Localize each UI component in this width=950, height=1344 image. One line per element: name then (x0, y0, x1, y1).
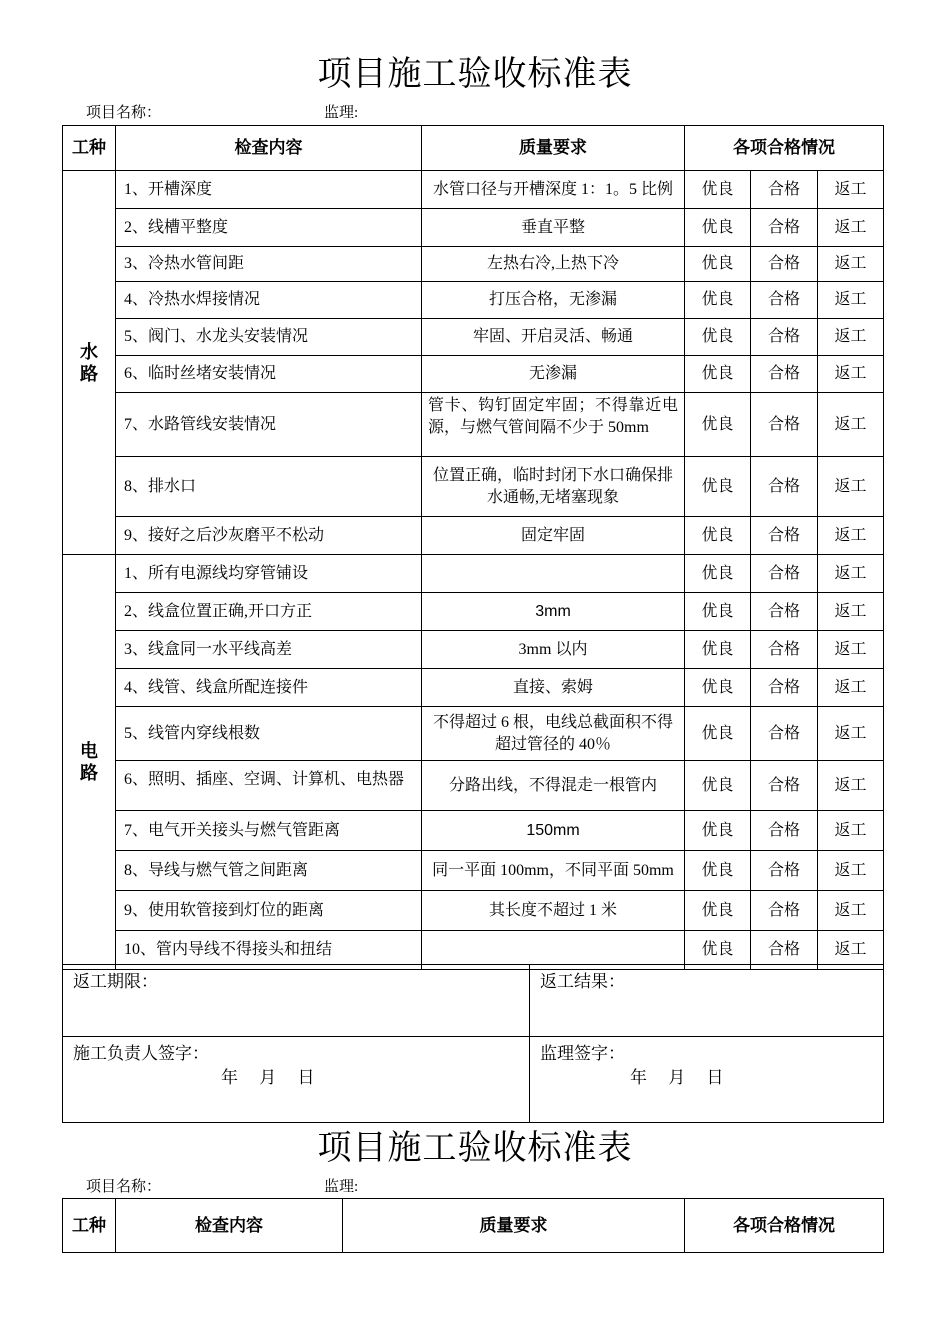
table-row (63, 891, 884, 931)
grade-option-pass[interactable]: 合格 (751, 707, 818, 761)
page2-header-content: 检查内容 (116, 1199, 343, 1253)
grade-option-rework[interactable]: 返工 (818, 631, 884, 669)
quality-requirement-cell (422, 891, 685, 931)
check-item-text: 2、线盒位置正确,开口方正 (124, 602, 313, 620)
grade-option-pass[interactable]: 合格 (751, 891, 818, 931)
grade-option-rework[interactable]: 返工 (818, 282, 884, 319)
grade-option-excellent[interactable]: 优良 (685, 851, 751, 891)
grade-option-excellent[interactable]: 优良 (685, 457, 751, 517)
signature-table (62, 964, 884, 1123)
quality-requirement-text: 管卡、钩钉固定牢固；不得靠近电源，与燃气管间隔不少于 50mm (428, 396, 678, 436)
check-item-text: 8、排水口 (124, 477, 197, 495)
check-item-cell (116, 555, 422, 593)
table-row (63, 707, 884, 761)
table-row (63, 247, 884, 282)
check-item-cell (116, 707, 422, 761)
check-item-text: 3、冷热水管间距 (124, 255, 245, 272)
quality-requirement-cell (422, 393, 685, 457)
page2-header-trade: 工种 (63, 1199, 116, 1253)
grade-option-rework[interactable]: 返工 (818, 209, 884, 247)
quality-requirement-cell (422, 457, 685, 517)
acceptance-table (62, 125, 884, 970)
check-item-text: 6、照明、插座、空调、计算机、电热器 (124, 771, 405, 788)
table-row (63, 761, 884, 811)
table-body (63, 171, 884, 970)
grade-option-rework[interactable]: 返工 (818, 891, 884, 931)
quality-requirement-cell (422, 631, 685, 669)
check-item-cell (116, 171, 422, 209)
check-item-text: 1、所有电源线均穿管铺设 (124, 564, 309, 582)
quality-requirement-text: 其长度不超过 1 米 (488, 901, 617, 919)
grade-option-excellent[interactable]: 优良 (685, 282, 751, 319)
check-item-cell (116, 631, 422, 669)
project-name-label: 项目名称： (86, 105, 162, 121)
construction-sign-cell[interactable] (63, 1037, 530, 1123)
table-row (63, 356, 884, 393)
quality-requirement-cell (422, 319, 685, 356)
grade-option-rework[interactable]: 返工 (818, 171, 884, 209)
check-item-cell (116, 669, 422, 707)
check-item-text: 2、线槽平整度 (124, 218, 229, 236)
check-item-cell (116, 517, 422, 555)
quality-requirement-text: 3mm (535, 602, 571, 620)
grade-option-pass[interactable]: 合格 (751, 669, 818, 707)
table-row (63, 631, 884, 669)
table-row (63, 457, 884, 517)
grade-option-excellent[interactable]: 优良 (685, 517, 751, 555)
quality-requirement-cell (422, 282, 685, 319)
table-row (63, 282, 884, 319)
grade-option-pass[interactable]: 合格 (751, 457, 818, 517)
grade-option-rework[interactable]: 返工 (818, 851, 884, 891)
quality-requirement-text: 左热右冷,上热下冷 (486, 255, 619, 272)
page2-header-status: 各项合格情况 (685, 1199, 884, 1253)
check-item-text: 9、使用软管接到灯位的距离 (124, 901, 325, 919)
check-item-cell (116, 247, 422, 282)
grade-option-pass[interactable]: 合格 (751, 319, 818, 356)
check-item-text: 1、开槽深度 (124, 180, 213, 198)
quality-requirement-text: 打压合格，无渗漏 (488, 291, 617, 308)
quality-requirement-text: 不得超过 6 根，电线总截面积不得超过管径的 40％ (432, 713, 673, 753)
table-row (63, 517, 884, 555)
quality-requirement-text: 固定牢固 (520, 526, 585, 544)
grade-option-excellent[interactable]: 优良 (685, 209, 751, 247)
grade-option-rework[interactable]: 返工 (818, 517, 884, 555)
grade-option-pass[interactable]: 合格 (751, 393, 818, 457)
grade-option-rework[interactable]: 返工 (818, 593, 884, 631)
check-item-cell (116, 282, 422, 319)
check-item-cell (116, 209, 422, 247)
check-item-text: 8、导线与燃气管之间距离 (124, 861, 309, 879)
quality-requirement-cell (422, 851, 685, 891)
grade-option-rework[interactable]: 返工 (818, 669, 884, 707)
supervisor-sign-date: 年 月 日 (630, 1068, 724, 1087)
header-status: 各项合格情况 (685, 126, 884, 171)
grade-option-pass[interactable]: 合格 (751, 931, 818, 970)
header-requirement: 质量要求 (422, 126, 685, 171)
rework-result-label: 返工结果： (540, 972, 625, 991)
quality-requirement-text: 垂直平整 (520, 218, 585, 236)
check-item-text: 10、管内导线不得接头和扭结 (124, 941, 333, 958)
page2-acceptance-table (62, 1198, 884, 1253)
grade-option-excellent[interactable]: 优良 (685, 707, 751, 761)
grade-option-rework[interactable]: 返工 (818, 555, 884, 593)
quality-requirement-text: 分路出线，不得混走一根管内 (448, 776, 657, 794)
grade-option-rework[interactable]: 返工 (818, 457, 884, 517)
grade-option-pass[interactable]: 合格 (751, 555, 818, 593)
supervisor-label: 监理: (324, 105, 359, 121)
check-item-cell (116, 356, 422, 393)
page2-supervisor-label: 监理: (324, 1179, 359, 1195)
table-row (63, 209, 884, 247)
table-row (63, 319, 884, 356)
quality-requirement-cell (422, 593, 685, 631)
grade-option-rework[interactable]: 返工 (818, 356, 884, 393)
check-item-text: 6、临时丝堵安装情况 (124, 365, 277, 382)
quality-requirement-text: 牢固、开启灵活、畅通 (472, 328, 633, 345)
grade-option-excellent[interactable]: 优良 (685, 555, 751, 593)
quality-requirement-text: 位置正确，临时封闭下水口确保排水通畅,无堵塞现象 (432, 466, 673, 506)
check-item-cell (116, 811, 422, 851)
trade-cell-water (63, 171, 116, 555)
check-item-cell (116, 851, 422, 891)
grade-option-excellent[interactable]: 优良 (685, 931, 751, 970)
grade-option-pass[interactable]: 合格 (751, 811, 818, 851)
quality-requirement-text: 同一平面 100mm，不同平面 50mm (432, 861, 674, 879)
check-item-text: 7、水路管线安装情况 (124, 415, 277, 433)
quality-requirement-cell (422, 811, 685, 851)
check-item-cell (116, 761, 422, 811)
table-row (63, 393, 884, 457)
construction-sign-date: 年 月 日 (221, 1068, 315, 1087)
grade-option-excellent[interactable]: 优良 (685, 393, 751, 457)
header-content: 检查内容 (116, 126, 422, 171)
grade-option-rework[interactable]: 返工 (818, 761, 884, 811)
rework-result-cell[interactable] (530, 965, 884, 1037)
rework-deadline-cell[interactable] (63, 965, 530, 1037)
check-item-cell (116, 393, 422, 457)
page2-project-name-label: 项目名称： (86, 1179, 162, 1195)
page2-title: 项目施工验收标准表 (317, 1130, 633, 1167)
grade-option-excellent[interactable]: 优良 (685, 891, 751, 931)
grade-option-rework[interactable]: 返工 (818, 707, 884, 761)
check-item-text: 9、接好之后沙灰磨平不松动 (124, 526, 325, 544)
quality-requirement-cell (422, 209, 685, 247)
table-row (63, 555, 884, 593)
grade-option-pass[interactable]: 合格 (751, 517, 818, 555)
check-item-text: 7、电气开关接头与燃气管距离 (124, 821, 341, 839)
grade-option-pass[interactable]: 合格 (751, 247, 818, 282)
grade-option-excellent[interactable]: 优良 (685, 593, 751, 631)
table-row (63, 593, 884, 631)
grade-option-rework[interactable]: 返工 (818, 393, 884, 457)
quality-requirement-text: 150mm (526, 821, 580, 839)
construction-sign-label: 施工负责人签字： (73, 1044, 209, 1063)
quality-requirement-text: 水管口径与开槽深度 1：1。5 比例 (432, 180, 673, 198)
grade-option-excellent[interactable]: 优良 (685, 811, 751, 851)
check-item-cell (116, 593, 422, 631)
grade-option-excellent[interactable]: 优良 (685, 761, 751, 811)
quality-requirement-cell (422, 171, 685, 209)
grade-option-rework[interactable]: 返工 (818, 319, 884, 356)
check-item-text: 5、线管内穿线根数 (124, 724, 261, 742)
check-item-cell (116, 891, 422, 931)
quality-requirement-cell (422, 761, 685, 811)
quality-requirement-text: 3mm 以内 (518, 640, 588, 658)
grade-option-pass[interactable]: 合格 (751, 282, 818, 319)
check-item-cell (116, 319, 422, 356)
page2-header-requirement: 质量要求 (343, 1199, 685, 1253)
grade-option-excellent[interactable]: 优良 (685, 356, 751, 393)
grade-option-pass[interactable]: 合格 (751, 593, 818, 631)
trade-cell-electric (63, 555, 116, 970)
grade-option-pass[interactable]: 合格 (751, 171, 818, 209)
grade-option-rework[interactable]: 返工 (818, 931, 884, 970)
grade-option-excellent[interactable]: 优良 (685, 669, 751, 707)
table-row (63, 851, 884, 891)
supervisor-sign-label: 监理签字： (540, 1044, 625, 1063)
grade-option-pass[interactable]: 合格 (751, 851, 818, 891)
trade-label: 电路 (79, 741, 98, 783)
rework-deadline-label: 返工期限： (73, 972, 158, 991)
quality-requirement-cell (422, 356, 685, 393)
grade-option-pass[interactable]: 合格 (751, 761, 818, 811)
check-item-text: 5、阀门、水龙头安装情况 (124, 328, 309, 345)
quality-requirement-cell (422, 669, 685, 707)
trade-label: 水路 (79, 341, 98, 384)
grade-option-excellent[interactable]: 优良 (685, 631, 751, 669)
grade-option-excellent[interactable]: 优良 (685, 319, 751, 356)
grade-option-excellent[interactable]: 优良 (685, 247, 751, 282)
check-item-text: 4、线管、线盒所配连接件 (124, 678, 309, 696)
table-row (63, 171, 884, 209)
grade-option-rework[interactable]: 返工 (818, 811, 884, 851)
grade-option-pass[interactable]: 合格 (751, 356, 818, 393)
quality-requirement-cell (422, 247, 685, 282)
quality-requirement-cell (422, 517, 685, 555)
page-title: 项目施工验收标准表 (317, 56, 633, 93)
grade-option-rework[interactable]: 返工 (818, 247, 884, 282)
grade-option-pass[interactable]: 合格 (751, 631, 818, 669)
quality-requirement-text: 无渗漏 (528, 365, 577, 382)
table-row (63, 811, 884, 851)
table-row (63, 669, 884, 707)
header-trade: 工种 (63, 126, 116, 171)
grade-option-pass[interactable]: 合格 (751, 209, 818, 247)
check-item-cell (116, 457, 422, 517)
quality-requirement-cell (422, 555, 685, 593)
grade-option-excellent[interactable]: 优良 (685, 171, 751, 209)
supervisor-sign-cell[interactable] (530, 1037, 884, 1123)
check-item-text: 3、线盒同一水平线高差 (124, 640, 293, 658)
quality-requirement-cell (422, 707, 685, 761)
quality-requirement-text: 直接、索姆 (512, 678, 593, 696)
check-item-text: 4、冷热水焊接情况 (124, 291, 261, 308)
